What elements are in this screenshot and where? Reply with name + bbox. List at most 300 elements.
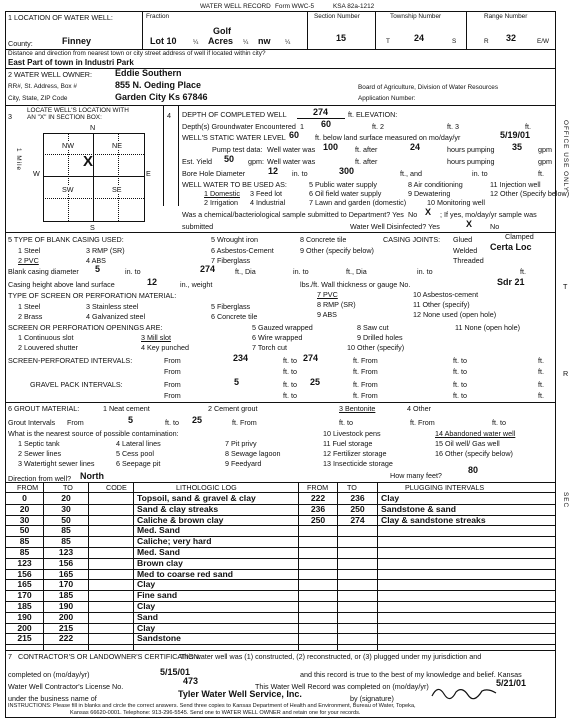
- log-from-cell: 0: [22, 493, 27, 503]
- blank-in-to2: in. to: [293, 267, 309, 276]
- cert-text1: This water well was (1) constructed, (2) reconstructed, or (3) plugged under my jurisdiction and: [180, 652, 482, 661]
- bore-value: 12: [268, 166, 279, 176]
- opening-3: 3 Mill slot: [141, 333, 171, 342]
- log-from-cell: 185: [17, 601, 32, 611]
- yield-gpm: gpm:: [248, 157, 264, 166]
- log-from-cell: 236: [310, 504, 326, 514]
- city-label: City, State, ZIP Code: [8, 95, 68, 102]
- log-header-plug: PLUGGING INTERVALS: [405, 483, 485, 492]
- instructions-line2: Kansas 66620-0001. Telephone: 913-296-5545. Send one to WATER WELL OWNER and retain one for your records.: [70, 710, 361, 716]
- section-box-divider: [93, 133, 94, 221]
- township-label: Township Number: [390, 13, 442, 20]
- log-to-cell: 274: [350, 515, 365, 525]
- screen-opt-5: 5 Fiberglass: [211, 302, 251, 311]
- grout-intervals-label: Grout Intervals: [8, 418, 56, 427]
- log-from-cell: 222: [310, 493, 326, 503]
- log-litho-cell: Caliche & brown clay: [137, 515, 224, 525]
- opening-7: 7 Torch cut: [252, 343, 288, 352]
- opening-6: 6 Wire wrapped: [252, 333, 303, 342]
- source-1: 1 Septic tank: [18, 439, 60, 448]
- pump-hours-value: 24: [410, 142, 421, 152]
- log-header-to2: TO: [347, 483, 357, 492]
- county-value: Finney: [62, 36, 92, 46]
- log-header-litho: LITHOLOGIC LOG: [176, 483, 237, 492]
- joint-welded: Welded: [453, 246, 478, 255]
- sample-question: Was a chemical/bacteriological sample submitted to Department? Yes: [182, 210, 404, 219]
- source-16: 16 Other (specify below): [435, 449, 513, 458]
- yield-hours: hours pumping: [447, 157, 495, 166]
- divider: [5, 232, 555, 233]
- screen-opt-2: 2 Brass: [18, 312, 43, 321]
- use-5: 5 Public water supply: [309, 180, 377, 189]
- grout-to-value: 25: [192, 415, 203, 425]
- compass-n: N: [90, 123, 96, 132]
- screen-ft-to2: ft. to: [453, 367, 467, 376]
- log-to-cell: 20: [61, 493, 71, 503]
- log-to-cell: 222: [58, 633, 74, 643]
- grout-opt-3: 3 Bentonite: [339, 404, 376, 413]
- location-label: 1 LOCATION OF WATER WELL:: [8, 13, 113, 22]
- log-litho-cell: Clay: [381, 493, 400, 503]
- pump-gpm-value: 35: [512, 142, 523, 152]
- opening-1: 1 Continuous slot: [18, 333, 74, 342]
- disinfected-label: Water Well Disinfected? Yes: [350, 222, 440, 231]
- township-value: 24: [414, 33, 425, 43]
- log-to-cell: 170: [58, 579, 74, 589]
- quarter-mark: ¼: [285, 39, 291, 46]
- divider: [5, 650, 555, 651]
- distance-value: East Part of town in Industri Park: [8, 58, 134, 67]
- bore-ft: ft.: [538, 169, 544, 178]
- blank-ft-dia: ft., Dia: [235, 267, 256, 276]
- howmany-value: 80: [468, 465, 479, 475]
- depth-label: DEPTH OF COMPLETED WELL: [182, 110, 287, 119]
- license-value: 473: [183, 676, 199, 686]
- owner-label: 2 WATER WELL OWNER:: [8, 70, 92, 79]
- source-7: 7 Pit privy: [225, 439, 257, 448]
- application-label: Application Number:: [358, 95, 416, 102]
- gravel-from-value: 5: [234, 377, 240, 387]
- divider: [5, 402, 555, 403]
- form-number: Form WWC-5: [275, 3, 315, 10]
- quarter-mark: ¼: [243, 39, 249, 46]
- screen-ft-to: ft. to: [453, 356, 467, 365]
- blank-in-to: in. to: [125, 267, 141, 276]
- enc1-value: 60: [321, 119, 332, 129]
- bore-label: Bore Hole Diameter: [182, 169, 246, 178]
- use-label: WELL WATER TO BE USED AS:: [182, 180, 287, 189]
- grout-ft-from: ft. From: [232, 418, 257, 427]
- sample-tail: ; If yes, mo/day/yr sample was: [440, 210, 537, 219]
- screen-opt-10: 10 Asbestos-cement: [413, 290, 479, 299]
- fraction-lot: Lot 10: [150, 36, 177, 46]
- screen-opt-11: 11 Other (specify): [413, 300, 470, 309]
- pump-well-water: Well water was: [267, 145, 316, 154]
- license-label: Water Well Contractor's License No.: [8, 682, 124, 691]
- log-from-cell: 30: [19, 515, 30, 525]
- log-litho-cell: Fine sand: [137, 590, 178, 600]
- height-label: Casing height above land surface: [8, 280, 115, 289]
- log-from-cell: 85: [19, 547, 30, 557]
- blank-diameter-label: Blank casing diameter: [8, 267, 79, 276]
- screen-from-label: From: [164, 356, 181, 365]
- range-value: 32: [506, 33, 517, 43]
- encountered-label: Depth(s) Groundwater Encountered: [182, 122, 296, 131]
- height-value: 12: [147, 277, 158, 287]
- use-7: 7 Lawn and garden (domestic): [309, 198, 407, 207]
- height-in-weight: in., weight: [180, 280, 213, 289]
- log-litho-cell: Med to coarse red sand: [137, 569, 233, 579]
- casing-opt-7: 7 Fiberglass: [211, 256, 251, 265]
- gravel-to-value: 25: [310, 377, 321, 387]
- joint-clamped: Clamped: [505, 232, 534, 241]
- log-litho-cell: Sand: [137, 612, 159, 622]
- grout-ft-to3: ft. to: [492, 418, 506, 427]
- log-to-cell: 85: [61, 536, 71, 546]
- log-from-cell: 200: [17, 623, 32, 633]
- log-from-cell: 156: [17, 569, 32, 579]
- quarter-mark: ¼: [193, 39, 199, 46]
- side-sec: SEC: [562, 492, 569, 509]
- fraction-quarter: nw: [258, 36, 271, 46]
- static-label: WELL'S STATIC WATER LEVEL: [182, 133, 286, 142]
- owner-address: 855 N. Oeding Place: [115, 80, 202, 90]
- log-litho-cell: Med. Sand: [137, 547, 180, 557]
- grout-ft-to2: ft. to: [339, 418, 353, 427]
- screen-int-label: SCREEN-PERFORATED INTERVALS:: [8, 356, 133, 365]
- yield-value: 50: [224, 154, 235, 164]
- bore-to-value: 300: [339, 166, 355, 176]
- quadrant-se: SE: [112, 185, 122, 194]
- source-5: 5 Cess pool: [116, 449, 154, 458]
- use-4: 4 Industrial: [250, 198, 286, 207]
- log-from-cell: 20: [19, 504, 30, 514]
- grout-label: 6 GROUT MATERIAL:: [8, 404, 80, 413]
- quadrant-sw: SW: [62, 185, 74, 194]
- log-column-line: [88, 482, 89, 650]
- distance-label: Distance and direction from nearest town or city street address of well if located within city?: [8, 50, 266, 57]
- direction-value: North: [80, 471, 104, 481]
- screen-ft2: ft.: [538, 367, 544, 376]
- screen-ft-from: ft. From: [353, 356, 378, 365]
- log-to-cell: 30: [61, 504, 71, 514]
- source-10: 10 Livestock pens: [323, 429, 381, 438]
- screen-opt-9: 9 ABS: [317, 310, 337, 319]
- blank-to-value: 274: [200, 264, 216, 274]
- casing-opt-8: 8 Concrete tile: [300, 235, 347, 244]
- owner-city: Garden City Ks 67846: [115, 92, 208, 102]
- yield-gpm2: gpm: [538, 157, 552, 166]
- bore-ft-and: ft., and: [400, 169, 422, 178]
- compass-s: S: [90, 223, 95, 232]
- screen-opt-7: 7 PVC: [317, 290, 338, 299]
- gravel-ft-from2: ft. From: [353, 391, 378, 400]
- opening-8: 8 Saw cut: [357, 323, 389, 332]
- log-to-cell: 123: [58, 547, 74, 557]
- fraction-line1: Golf: [213, 26, 231, 36]
- casing-opt-2: 2 PVC: [18, 256, 39, 265]
- grout-opt-1: 1 Neat cement: [103, 404, 150, 413]
- record-date: 5/21/01: [496, 678, 527, 688]
- signature: [430, 684, 500, 703]
- log-litho-cell: Clay & sandstone streaks: [381, 515, 486, 525]
- log-litho-cell: Sand & clay streaks: [137, 504, 219, 514]
- screen-ft-from2: ft. From: [353, 367, 378, 376]
- instructions-line1: INSTRUCTIONS: Please fill in blanks and circle the correct answers. Send three copies to Kansas Department of Health and Environment, Bureau of Water, Topeka,: [8, 703, 416, 709]
- divider: [5, 105, 555, 106]
- gravel-to-label: ft. to: [283, 380, 297, 389]
- log-header-from: FROM: [17, 483, 39, 492]
- gravel-ft-to: ft. to: [453, 380, 467, 389]
- gravel-from-label2: From: [164, 391, 181, 400]
- fraction-label: Fraction: [146, 13, 170, 20]
- grout-from-label: From: [67, 418, 84, 427]
- mile-label: 1 Mile: [15, 148, 22, 172]
- opening-10: 10 Other (specify): [347, 343, 405, 352]
- screen-ft: ft.: [538, 356, 544, 365]
- pump-ft-after: ft. after: [355, 145, 378, 154]
- use-2: 2 Irrigation: [204, 198, 238, 207]
- enc-ft: ft.: [525, 122, 531, 131]
- casing-label: 5 TYPE OF BLANK CASING USED:: [8, 235, 124, 244]
- log-litho-cell: Brown clay: [137, 558, 183, 568]
- true-text: and this record is true to the best of my knowledge and belief. Kansas: [300, 670, 522, 679]
- divider: [466, 11, 467, 49]
- log-column-line: [133, 482, 134, 650]
- wall-thickness-label: lbs./ft. Wall thickness or gauge No.: [300, 280, 411, 289]
- source-8: 8 Sewage lagoon: [225, 449, 281, 458]
- divider: [163, 105, 164, 206]
- grout-opt-2: 2 Cement grout: [208, 404, 258, 413]
- depth-value: 274: [313, 107, 329, 117]
- locate-label2: AN "X" IN SECTION BOX:: [27, 114, 102, 121]
- casing-opt-3: 3 RMP (SR): [86, 246, 125, 255]
- screen-from-value: 234: [233, 353, 249, 363]
- gauge-value: Sdr 21: [497, 277, 525, 287]
- static-tail: ft. below land surface measured on mo/day/yr: [315, 133, 461, 142]
- disinfected-no: No: [490, 222, 500, 231]
- grout-opt-4: 4 Other: [407, 404, 431, 413]
- blank-diameter-value: 5: [95, 264, 101, 274]
- log-to-cell: 50: [61, 515, 71, 525]
- pump-ft-value: 100: [323, 142, 339, 152]
- board-text: Board of Agriculture, Division of Water Resources: [358, 84, 499, 91]
- side-t: T: [563, 282, 568, 291]
- casing-opt-5: 5 Wrought iron: [211, 235, 259, 244]
- screen-opt-1: 1 Steel: [18, 302, 41, 311]
- grout-ft-from2: ft. From: [410, 418, 435, 427]
- log-to-cell: 85: [61, 525, 71, 535]
- screen-from-label2: From: [164, 367, 181, 376]
- yield-ft-after: ft. after: [355, 157, 378, 166]
- section-label: Section Number: [314, 13, 360, 20]
- log-from-cell: 190: [17, 612, 32, 622]
- section-box-grid: [43, 154, 144, 155]
- log-litho-cell: Clay: [137, 623, 156, 633]
- log-from-cell: 165: [17, 579, 32, 589]
- use-12: 12 Other (Specify below): [490, 189, 570, 198]
- grout-ft-to: ft. to: [165, 418, 179, 427]
- use-11: 11 Injection well: [490, 180, 541, 189]
- log-from-cell: 170: [17, 590, 32, 600]
- log-header-to: TO: [63, 483, 73, 492]
- section3-num: 3: [8, 112, 12, 121]
- joint-welded-value: Certa Loc: [490, 242, 532, 252]
- log-to-cell: 236: [350, 493, 365, 503]
- source-14: 14 Abandoned water well: [435, 429, 516, 438]
- section-box-divider: [43, 176, 144, 177]
- screen-to-value: 274: [303, 353, 319, 363]
- source-3: 3 Watertight sewer lines: [18, 459, 95, 468]
- static-date: 5/19/01: [500, 130, 531, 140]
- log-to-cell: 190: [58, 601, 74, 611]
- log-from-cell: 50: [19, 525, 30, 535]
- range-ew: E/W: [537, 38, 550, 45]
- business-label: under the business name of: [8, 694, 97, 703]
- screen-type-label: TYPE OF SCREEN OR PERFORATION MATERIAL:: [8, 291, 177, 300]
- bore-in-to: in. to: [292, 169, 308, 178]
- source-15: 15 Oil well/ Gas well: [435, 439, 500, 448]
- township-suffix: S: [452, 38, 457, 45]
- well-location-x: X: [83, 153, 94, 170]
- gravel-ft-from: ft. From: [353, 380, 378, 389]
- screen-opt-3: 3 Stainless steel: [86, 302, 139, 311]
- static-value: 60: [289, 130, 300, 140]
- log-litho-cell: Caliche; very hard: [137, 536, 212, 546]
- use-8: 8 Air conditioning: [408, 180, 463, 189]
- opening-9: 9 Drilled holes: [357, 333, 403, 342]
- opening-2: 2 Louvered shutter: [18, 343, 78, 352]
- log-to-cell: 165: [58, 569, 74, 579]
- joint-threaded: Threaded: [453, 256, 484, 265]
- blank-in-to3: in. to: [417, 267, 433, 276]
- submitted-label: submitted: [182, 222, 214, 231]
- log-litho-cell: Sandstone: [137, 633, 181, 643]
- source-13: 13 Insecticide storage: [323, 459, 393, 468]
- record-text: This Water Well Record was completed on (mo/day/yr): [255, 682, 429, 691]
- divider: [307, 11, 308, 49]
- compass-w: W: [33, 169, 40, 178]
- section-value: 15: [336, 33, 347, 43]
- sample-no: No: [408, 210, 418, 219]
- pump-hours-label: hours pumping: [447, 145, 495, 154]
- sample-x: X: [425, 207, 432, 217]
- record-title: WATER WELL RECORD: [200, 3, 271, 10]
- cert-label: CONTRACTOR'S OR LANDOWNER'S CERTIFICATION:: [18, 652, 201, 661]
- elevation-label: ft. ELEVATION:: [348, 110, 398, 119]
- county-label: County:: [8, 39, 33, 48]
- openings-label: SCREEN OR PERFORATION OPENINGS ARE:: [8, 323, 163, 332]
- log-to-cell: 185: [58, 590, 74, 600]
- divider: [5, 68, 555, 69]
- log-litho-cell: Clay: [137, 579, 156, 589]
- opening-11: 11 None (open hole): [455, 323, 520, 332]
- casing-opt-1: 1 Steel: [18, 246, 41, 255]
- enc1-num: 1: [300, 122, 304, 131]
- use-9: 9 Dewatering: [408, 189, 451, 198]
- quadrant-ne: NE: [112, 141, 122, 150]
- log-to-cell: 215: [58, 623, 74, 633]
- log-header-from2: FROM: [307, 483, 329, 492]
- business-value: Tyler Water Well Service, Inc.: [178, 689, 302, 699]
- casing-opt-4: 4 ABS: [86, 256, 106, 265]
- blank-ft-dia2: ft., Dia: [346, 267, 367, 276]
- gravel-to-label2: ft. to: [283, 391, 297, 400]
- use-3: 3 Feed lot: [250, 189, 282, 198]
- yield-label: Est. Yield: [182, 157, 212, 166]
- pump-label: Pump test data:: [212, 145, 263, 154]
- disinfected-x: X: [466, 219, 473, 229]
- divider: [142, 11, 143, 49]
- grout-from-value: 5: [128, 415, 134, 425]
- log-from-cell: 85: [19, 536, 30, 546]
- log-from-cell: 215: [17, 633, 32, 643]
- casing-joints: CASING JOINTS:: [383, 235, 441, 244]
- casing-opt-6: 6 Asbestos-Cement: [211, 246, 274, 255]
- source-label: What is the nearest source of possible contamination:: [8, 429, 179, 438]
- locate-label1: LOCATE WELL'S LOCATION WITH: [27, 107, 129, 114]
- log-litho-cell: Med. Sand: [137, 525, 180, 535]
- source-11: 11 Fuel storage: [323, 439, 373, 448]
- divider: [375, 11, 376, 49]
- log-litho-cell: Sandstone & sand: [381, 504, 456, 514]
- screen-to-label: ft. to: [283, 356, 297, 365]
- source-12: 12 Fertilizer storage: [323, 449, 387, 458]
- bore-in-to2: in. to: [472, 169, 488, 178]
- gravel-from-label: From: [164, 380, 181, 389]
- enc-ft2: ft. 2: [372, 122, 384, 131]
- signature-label: by (signature): [350, 694, 394, 703]
- enc-ft3: ft. 3: [447, 122, 459, 131]
- screen-opt-8: 8 RMP (SR): [317, 300, 356, 309]
- section-box-grid: [43, 198, 144, 199]
- cert-num: 7: [8, 652, 12, 661]
- gravel-ft: ft.: [538, 380, 544, 389]
- screen-to-label2: ft. to: [283, 367, 297, 376]
- completed-value: 5/15/01: [160, 667, 191, 677]
- blank-ft: ft.: [520, 267, 526, 276]
- log-to-cell: 156: [58, 558, 74, 568]
- source-2: 2 Sewer lines: [18, 449, 62, 458]
- opening-5: 5 Gauzed wrapped: [252, 323, 313, 332]
- log-to-cell: 200: [58, 612, 74, 622]
- howmany-label: How many feet?: [390, 471, 442, 480]
- screen-opt-6: 6 Concrete tile: [211, 312, 258, 321]
- use-10: 10 Monitoring well: [427, 198, 485, 207]
- opening-4: 4 Key punched: [141, 343, 189, 352]
- office-use-label: OFFICE USE ONLY: [562, 120, 569, 193]
- section4-num: 4: [167, 111, 171, 120]
- use-6: 6 Oil field water supply: [309, 189, 382, 198]
- log-to-cell: 250: [350, 504, 365, 514]
- range-label: Range Number: [484, 13, 528, 20]
- log-header-code: CODE: [106, 483, 127, 492]
- screen-opt-4: 4 Galvanized steel: [86, 312, 146, 321]
- owner-name: Eddie Southern: [115, 68, 182, 78]
- yield-well-water: Well water was: [267, 157, 316, 166]
- log-column-line: [377, 482, 378, 650]
- screen-opt-12: 12 None used (open hole): [413, 310, 497, 319]
- gravel-ft-to2: ft. to: [453, 391, 467, 400]
- source-9: 9 Feedyard: [225, 459, 262, 468]
- casing-opt-9: 9 Other (specify below): [300, 246, 374, 255]
- log-from-cell: 250: [310, 515, 326, 525]
- divider: [178, 105, 179, 206]
- section-box: [43, 133, 145, 222]
- log-litho-cell: Topsoil, sand & gravel & clay: [137, 493, 256, 503]
- gravel-label: GRAVEL PACK INTERVALS:: [30, 380, 123, 389]
- township-prefix: T: [386, 38, 390, 45]
